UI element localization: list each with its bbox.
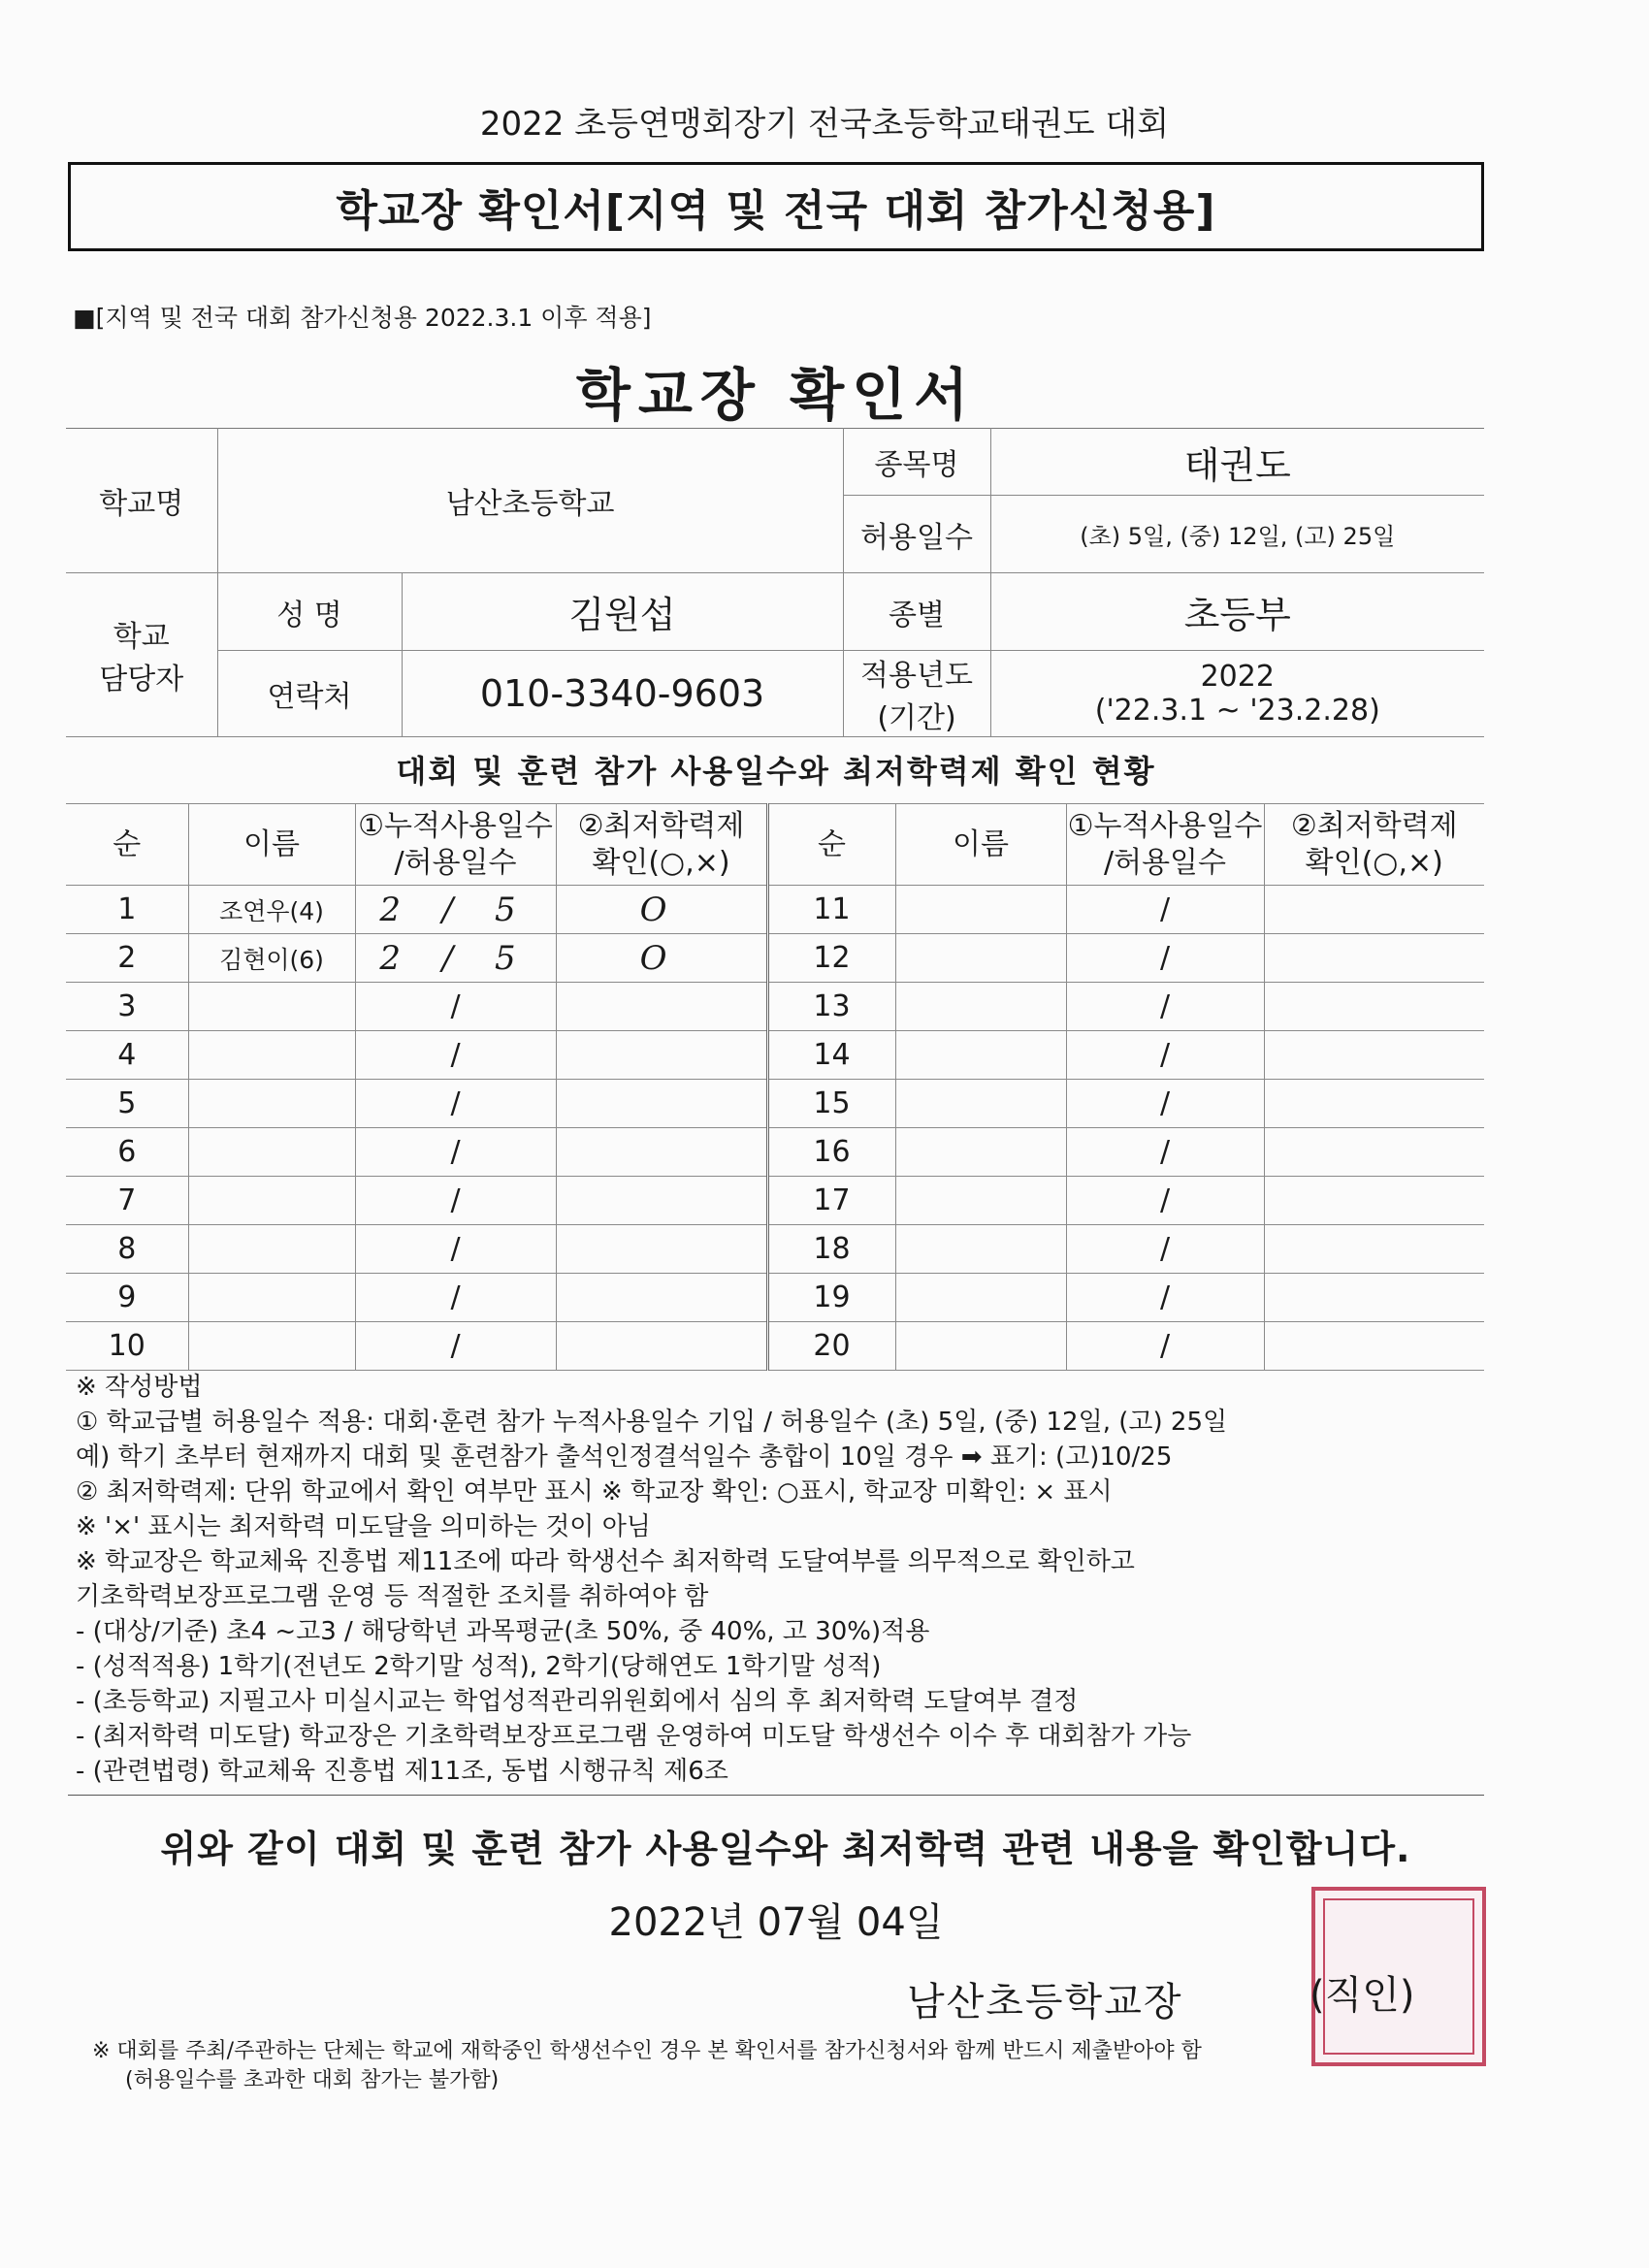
row-days: /: [355, 1177, 556, 1225]
row-days-2: /: [1066, 1322, 1264, 1371]
header-days-2: [1066, 804, 1264, 886]
row-no: 5: [66, 1080, 188, 1128]
table-row: [66, 1031, 1484, 1080]
instructions: [76, 1370, 1492, 1789]
school-value: 남산초등학교: [217, 429, 843, 573]
row-name: 조연우(4): [188, 886, 355, 934]
usage-table: [66, 803, 1484, 1371]
contact-value: 010-3340-9603: [402, 651, 843, 737]
header-name: 이름: [188, 804, 355, 886]
year-value-line1: 2022: [1200, 660, 1275, 694]
row-days: /: [355, 1322, 556, 1371]
row-name-2: [895, 1128, 1066, 1177]
instruction-line: ※ 학교장은 학교체육 진흥법 제11조에 따라 학생선수 최저학력 도달여부를 의무적으로 확인하고: [76, 1547, 1135, 1576]
row-no-2: 12: [767, 934, 895, 983]
row-days-2: /: [1066, 1274, 1264, 1322]
row-days: /: [355, 1128, 556, 1177]
division-label: 종별: [843, 573, 990, 651]
row-days: /: [355, 983, 556, 1031]
row-min: [556, 1031, 767, 1080]
row-name: [188, 1225, 355, 1274]
footer-line-1: ※ 대회를 주최/주관하는 단체는 학교에 재학중인 학생선수인 경우 본 확인서를 참가신청서와 함께 반드시 제출받아야 함: [92, 2039, 1202, 2063]
seal-mark: (직인): [1310, 1973, 1415, 2018]
row-days-2: /: [1066, 886, 1264, 934]
contact-label: 연락처: [217, 651, 402, 737]
table-row: [66, 1274, 1484, 1322]
section-title: 대회 및 훈련 참가 사용일수와 최저학력제 확인 현황: [396, 753, 1156, 790]
allowed-days-label: 허용일수: [843, 496, 990, 573]
row-min: [556, 983, 767, 1031]
instruction-line: ① 학교급별 허용일수 적용: 대회·훈련 참가 누적사용일수 기입 / 허용일수 (초) 5일, (중) 12일, (고) 25일: [76, 1408, 1228, 1437]
issue-date: 2022년 07월 04일: [608, 1900, 944, 1945]
info-table: [66, 428, 1484, 737]
row-days: /: [355, 1031, 556, 1080]
row-no-2: 15: [767, 1080, 895, 1128]
row-days-2: /: [1066, 1128, 1264, 1177]
row-min: O: [556, 886, 767, 934]
row-no: 10: [66, 1322, 188, 1371]
title-box: [68, 162, 1484, 251]
instruction-line: 기초학력보장프로그램 운영 등 적절한 조치를 취하여야 함: [76, 1582, 709, 1611]
row-name: [188, 1031, 355, 1080]
header-min-line2: 확인(○,×): [592, 845, 730, 880]
row-min-2: [1264, 934, 1484, 983]
manager-label-line1: 학교: [113, 620, 170, 654]
row-days: /: [355, 1225, 556, 1274]
manager-label-line2: 담당자: [99, 663, 184, 697]
header-days-line1: ①누적사용일수: [358, 808, 553, 843]
header-days2-line2: /허용일수: [1103, 845, 1227, 880]
table-row: [66, 983, 1484, 1031]
row-name: [188, 1080, 355, 1128]
header-days-line2: /허용일수: [394, 845, 517, 880]
instruction-line: ② 최저학력제: 단위 학교에서 확인 여부만 표시 ※ 학교장 확인: ○표시, 학교장 미확인: × 표시: [76, 1477, 1113, 1507]
row-name-2: [895, 886, 1066, 934]
table-header: [66, 804, 1484, 886]
row-days: /: [355, 1274, 556, 1322]
row-name: [188, 1128, 355, 1177]
confirmation-statement: 위와 같이 대회 및 훈련 참가 사용일수와 최저학력 관련 내용을 확인합니다.: [160, 1828, 1411, 1870]
row-no: 7: [66, 1177, 188, 1225]
instruction-line: - (대상/기준) 초4 ~고3 / 해당학년 과목평균(초 50%, 중 40%, 고 30%)적용: [76, 1617, 930, 1646]
year-label: [843, 651, 990, 737]
row-min: [556, 1177, 767, 1225]
school-label: 학교명: [66, 429, 217, 573]
division-value: 초등부: [990, 573, 1484, 651]
row-days-2: /: [1066, 1225, 1264, 1274]
row-days-2: /: [1066, 1177, 1264, 1225]
row-no: 9: [66, 1274, 188, 1322]
year-value-line2: ('22.3.1 ~ '23.2.28): [1094, 694, 1380, 728]
principal-name: 남산초등학교장: [907, 1980, 1183, 2025]
row-name-2: [895, 1274, 1066, 1322]
header-min-2: [1264, 804, 1484, 886]
row-days-2: /: [1066, 1031, 1264, 1080]
row-min-2: [1264, 1080, 1484, 1128]
row-min-2: [1264, 1128, 1484, 1177]
row-days: /: [355, 1080, 556, 1128]
event-title: 2022 초등연맹회장기 전국초등학교태권도 대회: [479, 105, 1170, 144]
row-min: [556, 1080, 767, 1128]
row-name-2: [895, 1225, 1066, 1274]
header-min-line1: ②최저학력제: [577, 808, 745, 843]
instruction-line: 예) 학기 초부터 현재까지 대회 및 훈련참가 출석인정결석일수 총합이 10일 경우 ➡ 표기: (고)10/25: [76, 1442, 1173, 1472]
header-no-2: 순: [767, 804, 895, 886]
instruction-line: - (초등학교) 지필고사 미실시교는 학업성적관리위원회에서 심의 후 최저학력 도달여부 결정: [76, 1687, 1079, 1716]
divider: [68, 1795, 1484, 1796]
table-row: [66, 1128, 1484, 1177]
row-name-2: [895, 1177, 1066, 1225]
row-name-2: [895, 1322, 1066, 1371]
header-name-2: 이름: [895, 804, 1066, 886]
row-days: 2 / 5: [355, 886, 556, 934]
row-min-2: [1264, 1322, 1484, 1371]
year-label-line1: 적용년도: [860, 659, 973, 693]
row-days: 2 / 5: [355, 934, 556, 983]
row-name-2: [895, 1031, 1066, 1080]
row-min-2: [1264, 1274, 1484, 1322]
row-no: 8: [66, 1225, 188, 1274]
row-no: 6: [66, 1128, 188, 1177]
row-name-2: [895, 983, 1066, 1031]
footer-note: [92, 2037, 1202, 2095]
row-no-2: 18: [767, 1225, 895, 1274]
instruction-line: - (관련법령) 학교체육 진흥법 제11조, 동법 시행규칙 제6조: [76, 1757, 728, 1786]
row-name: [188, 1177, 355, 1225]
sport-label: 종목명: [843, 429, 990, 496]
row-no-2: 19: [767, 1274, 895, 1322]
row-min: [556, 1274, 767, 1322]
allowed-days-value: (초) 5일, (중) 12일, (고) 25일: [990, 496, 1484, 573]
row-no: 4: [66, 1031, 188, 1080]
instruction-line: ※ '×' 표시는 최저학력 미도달을 의미하는 것이 아님: [76, 1512, 651, 1541]
table-row: [66, 1080, 1484, 1128]
row-days-2: /: [1066, 983, 1264, 1031]
row-min-2: [1264, 983, 1484, 1031]
row-no-2: 13: [767, 983, 895, 1031]
row-name-2: [895, 934, 1066, 983]
row-name-2: [895, 1080, 1066, 1128]
row-min-2: [1264, 1225, 1484, 1274]
header-min: [556, 804, 767, 886]
row-min-2: [1264, 1177, 1484, 1225]
row-no: 1: [66, 886, 188, 934]
row-min: O: [556, 934, 767, 983]
row-name: [188, 983, 355, 1031]
year-value: [990, 651, 1484, 737]
document-title: 학교장 확인서: [575, 362, 977, 428]
instruction-line: ※ 작성방법: [76, 1373, 203, 1402]
header-days: [355, 804, 556, 886]
name-label: 성 명: [217, 573, 402, 651]
row-days-2: /: [1066, 1080, 1264, 1128]
row-no-2: 14: [767, 1031, 895, 1080]
table-row: [66, 1225, 1484, 1274]
row-no-2: 17: [767, 1177, 895, 1225]
table-row: [66, 886, 1484, 934]
row-no-2: 20: [767, 1322, 895, 1371]
name-value: 김원섭: [402, 573, 843, 651]
row-name: [188, 1274, 355, 1322]
row-min: [556, 1322, 767, 1371]
manager-label: [66, 573, 217, 737]
row-no-2: 11: [767, 886, 895, 934]
table-row: [66, 934, 1484, 983]
header-min2-line2: 확인(○,×): [1305, 845, 1443, 880]
table-row: [66, 1177, 1484, 1225]
footer-line-2: (허용일수를 초과한 대회 참가는 불가함): [125, 2068, 500, 2092]
row-min: [556, 1225, 767, 1274]
instruction-line: - (성적적용) 1학기(전년도 2학기말 성적), 2학기(당해연도 1학기말 성적): [76, 1652, 882, 1681]
sport-value: 태권도: [990, 429, 1484, 496]
row-days-2: /: [1066, 934, 1264, 983]
header-min2-line1: ②최저학력제: [1290, 808, 1458, 843]
instruction-line: - (최저학력 미도달) 학교장은 기초학력보장프로그램 운영하여 미도달 학생선수 이수 후 대회참가 가능: [76, 1722, 1192, 1751]
box-title: 학교장 확인서[지역 및 전국 대회 참가신청용]: [336, 186, 1216, 236]
header-no: 순: [66, 804, 188, 886]
row-no: 2: [66, 934, 188, 983]
row-min: [556, 1128, 767, 1177]
row-name: [188, 1322, 355, 1371]
row-name: 김현이(6): [188, 934, 355, 983]
apply-note: ■[지역 및 전국 대회 참가신청용 2022.3.1 이후 적용]: [73, 304, 652, 332]
row-min-2: [1264, 1031, 1484, 1080]
row-no-2: 16: [767, 1128, 895, 1177]
table-row: [66, 1322, 1484, 1371]
header-days2-line1: ①누적사용일수: [1067, 808, 1263, 843]
year-label-line2: (기간): [877, 701, 956, 735]
row-no: 3: [66, 983, 188, 1031]
row-min-2: [1264, 886, 1484, 934]
